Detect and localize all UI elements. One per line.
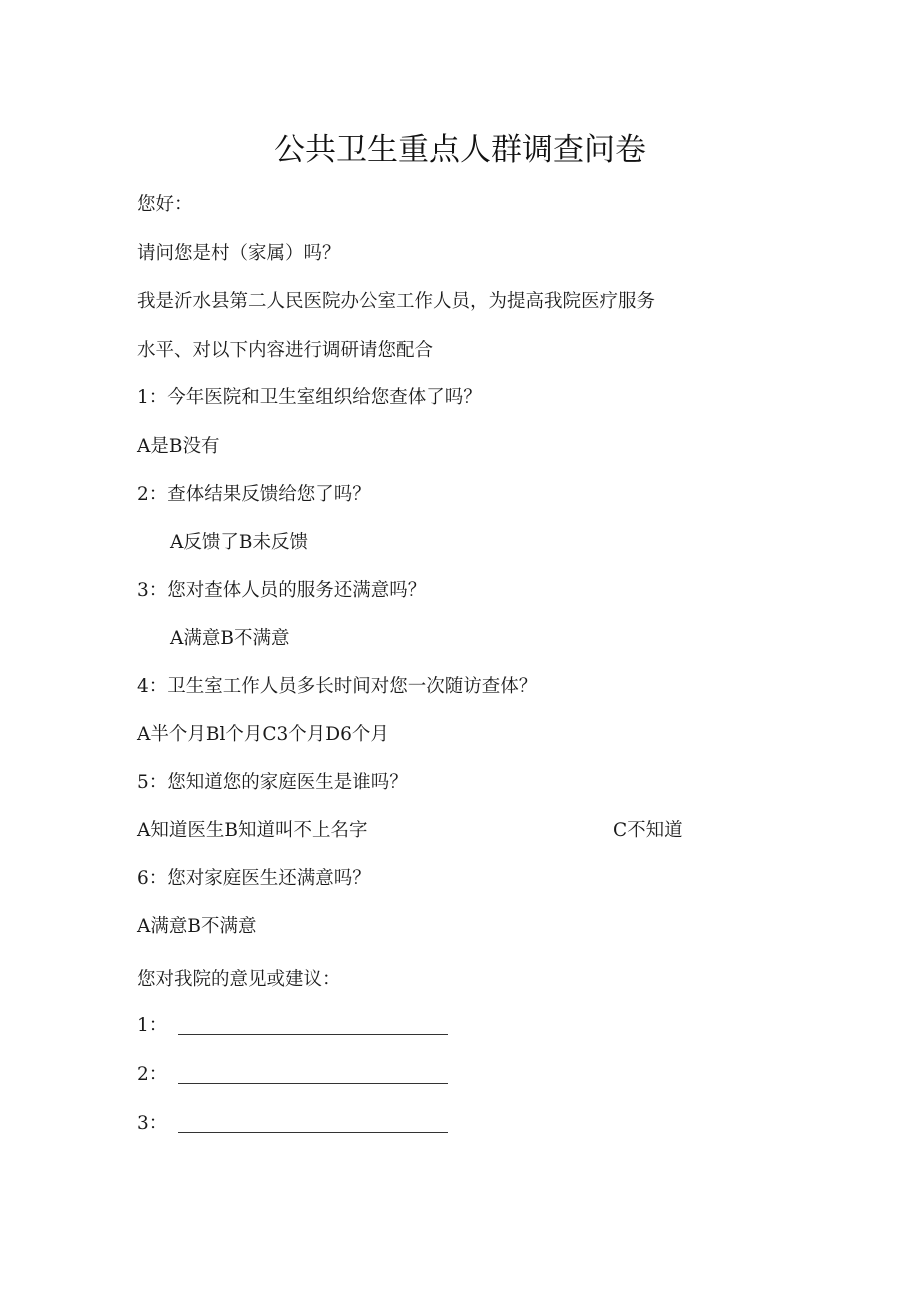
document-title: 公共卫生重点人群调查问卷 <box>274 132 646 168</box>
suggestion-label-1: 1： <box>137 1015 168 1036</box>
question-4: 4：卫生室工作人员多长时间对您一次随访查体？ <box>137 676 538 697</box>
question-1: 1：今年医院和卫生室组织给您查体了吗？ <box>137 387 482 408</box>
suggestion-blank-3[interactable] <box>178 1132 448 1133</box>
question-6-options: A满意B不满意 <box>137 916 257 937</box>
question-5-option-c: C不知道 <box>613 820 683 841</box>
suggestion-label-3: 3： <box>137 1113 168 1134</box>
intro-question: 请问您是村（家属）吗？ <box>137 243 341 264</box>
intro-line-1: 我是沂水县第二人民医院办公室工作人员，为提高我院医疗服务 <box>137 291 656 312</box>
question-5: 5：您知道您的家庭医生是谁吗？ <box>137 772 408 793</box>
question-4-options: A半个月Bl个月C3个月D6个月 <box>137 724 389 745</box>
question-5-options: A知道医生B知道叫不上名字 <box>137 820 368 841</box>
greeting: 您好： <box>137 194 193 215</box>
question-6: 6：您对家庭医生还满意吗？ <box>137 868 371 889</box>
question-3-options: A满意B不满意 <box>170 628 290 649</box>
question-2-options: A反馈了B未反馈 <box>170 532 308 553</box>
suggestion-label-2: 2： <box>137 1064 168 1085</box>
suggestion-blank-1[interactable] <box>178 1034 448 1035</box>
suggestion-blank-2[interactable] <box>178 1083 448 1084</box>
suggestion-prompt: 您对我院的意见或建议： <box>137 969 341 990</box>
intro-line-2: 水平、对以下内容进行调研请您配合 <box>137 340 434 361</box>
question-1-options: A是B没有 <box>137 436 220 457</box>
question-3: 3：您对查体人员的服务还满意吗？ <box>137 580 427 601</box>
question-2: 2：查体结果反馈给您了吗？ <box>137 484 371 505</box>
